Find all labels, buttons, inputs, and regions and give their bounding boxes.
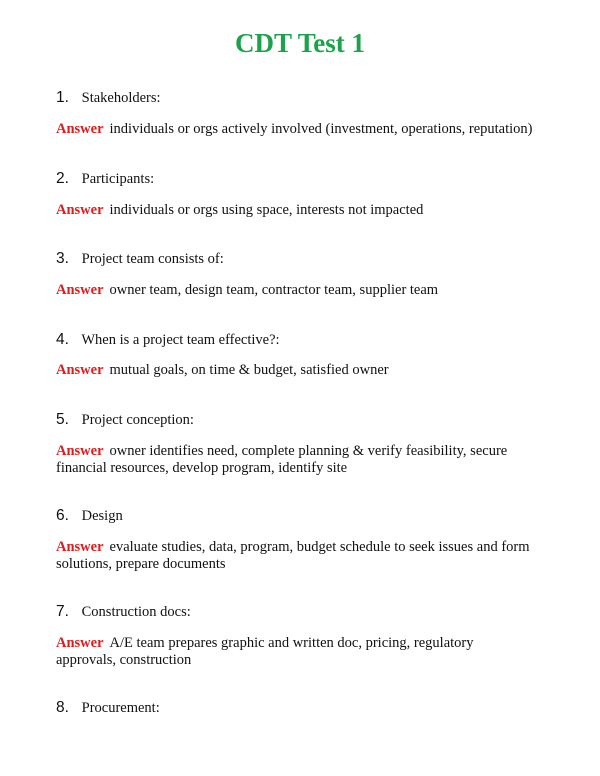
answer-label: Answer <box>56 202 104 218</box>
question-number: 3. <box>56 250 69 267</box>
answer-text: A/E team prepares graphic and written doc, pricing, regulatory approvals, construction <box>56 635 474 668</box>
question-text: Project conception: <box>81 412 194 428</box>
answer-2 <box>56 202 536 219</box>
question-2 <box>56 170 556 188</box>
answer-4 <box>56 362 536 379</box>
answer-label: Answer <box>56 121 104 137</box>
question-7 <box>56 603 556 621</box>
answer-label: Answer <box>56 635 104 651</box>
answer-6 <box>56 539 536 572</box>
question-number: 2. <box>56 170 69 187</box>
answer-5 <box>56 443 536 476</box>
answer-1 <box>56 121 536 138</box>
question-text: When is a project team effective?: <box>81 332 280 348</box>
question-6 <box>56 507 556 525</box>
question-text: Construction docs: <box>81 604 191 620</box>
answer-text: evaluate studies, data, program, budget schedule to seek issues and form solutions, prepare documents <box>56 539 530 572</box>
question-number: 7. <box>56 603 69 620</box>
question-1 <box>56 89 556 107</box>
question-text: Participants: <box>81 171 155 187</box>
answer-text: mutual goals, on time & budget, satisfied owner <box>109 362 389 378</box>
document-title: CDT Test 1 <box>234 28 366 58</box>
question-8 <box>56 699 556 717</box>
answer-label: Answer <box>56 362 104 378</box>
question-number: 8. <box>56 699 69 716</box>
answer-7 <box>56 635 536 668</box>
question-5 <box>56 411 556 429</box>
answer-label: Answer <box>56 539 104 555</box>
question-number: 1. <box>56 89 69 106</box>
answer-label: Answer <box>56 282 104 298</box>
question-number: 6. <box>56 507 69 524</box>
answer-text: individuals or orgs using space, interests not impacted <box>109 202 424 218</box>
question-3 <box>56 250 556 268</box>
question-text: Procurement: <box>81 700 160 716</box>
answer-text: owner identifies need, complete planning & verify feasibility, secure financial resources, develop program, identify site <box>56 443 508 476</box>
question-text: Stakeholders: <box>81 90 161 106</box>
answer-label: Answer <box>56 443 104 459</box>
question-number: 4. <box>56 331 69 348</box>
answer-text: owner team, design team, contractor team, supplier team <box>109 282 439 298</box>
answer-text: individuals or orgs actively involved (investment, operations, reputation) <box>109 121 533 137</box>
question-text: Design <box>81 508 123 524</box>
answer-3 <box>56 282 536 299</box>
question-4 <box>56 331 556 349</box>
question-number: 5. <box>56 411 69 428</box>
question-text: Project team consists of: <box>81 251 224 267</box>
